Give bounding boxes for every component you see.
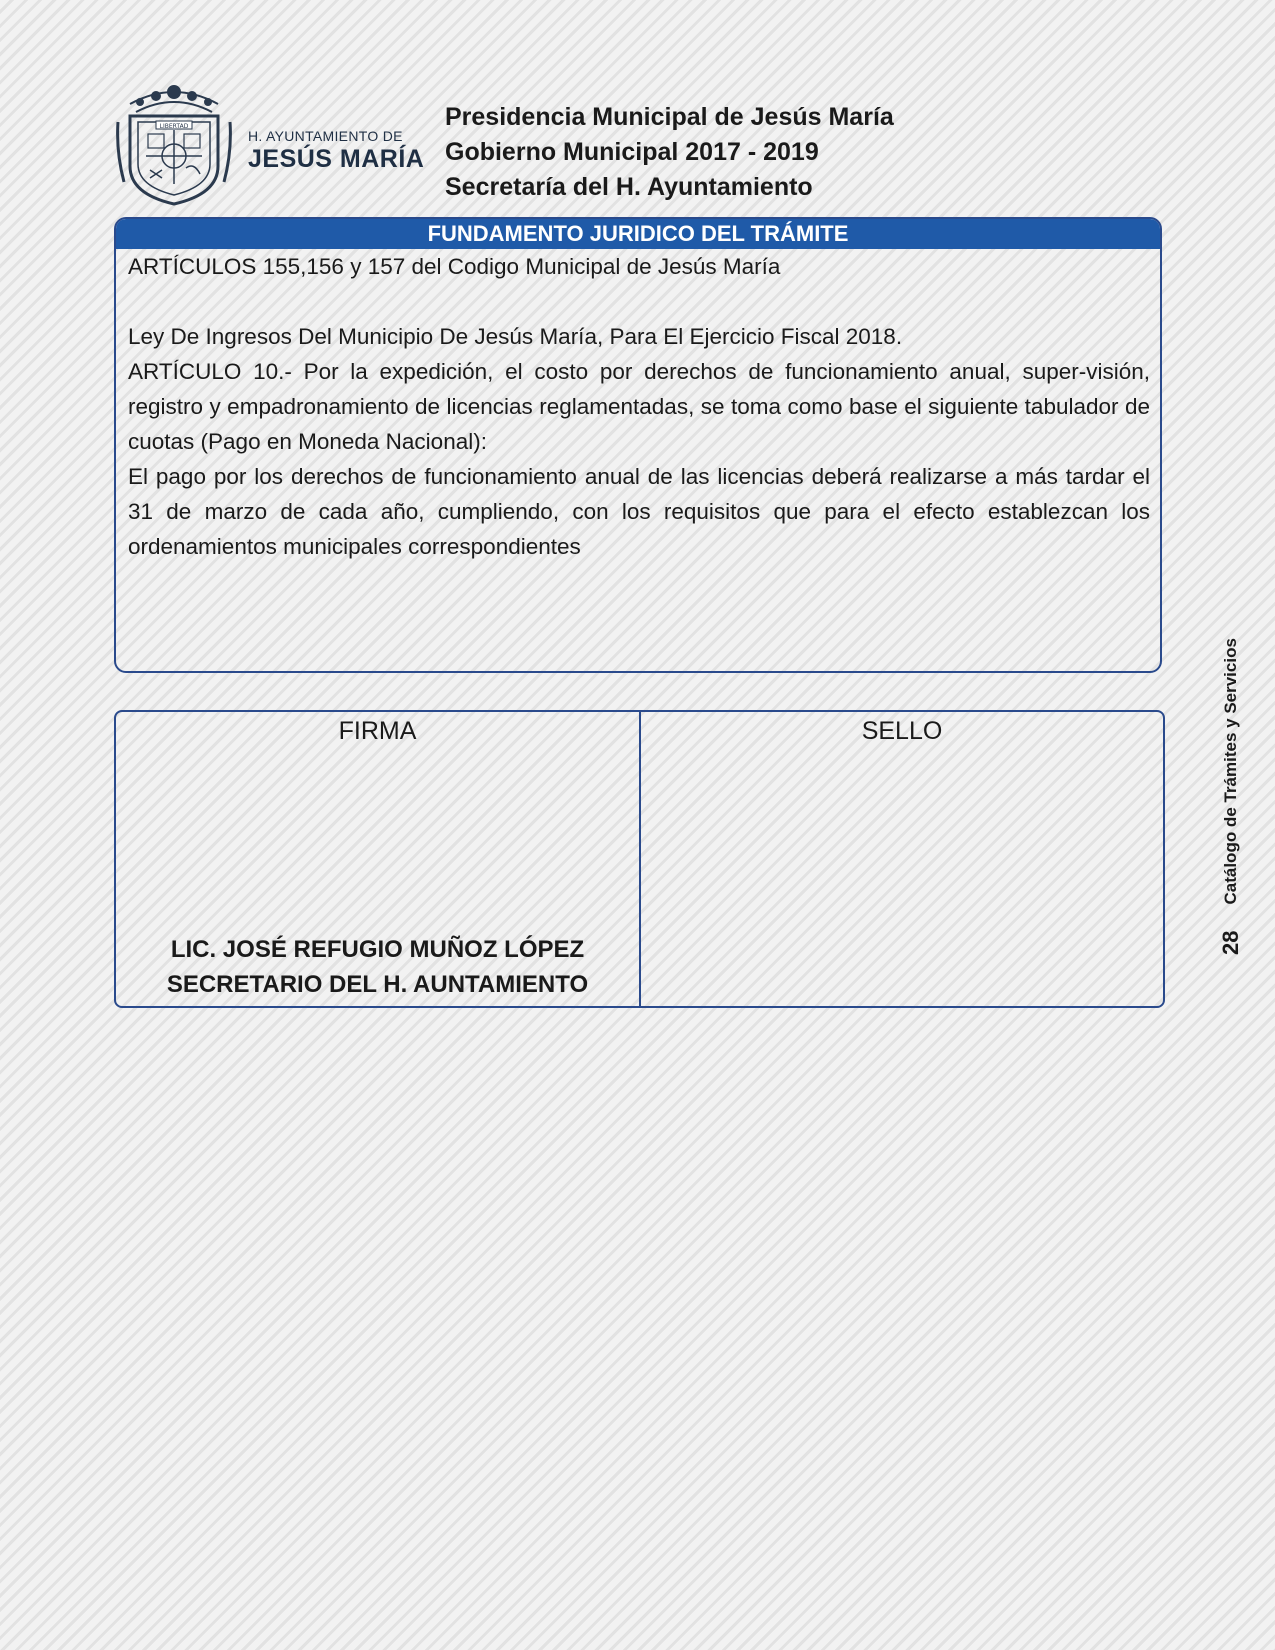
municipal-crest-logo [116,82,232,206]
panel-body [116,249,1160,564]
signer-name: LIC. JOSÉ REFUGIO MUÑOZ LÓPEZ [170,936,585,963]
vertical-footer [1218,638,1244,955]
articulos-paragraph: ARTÍCULOS 155,156 y 157 del Codigo Municipal de Jesús María [128,254,781,279]
signer-role: SECRETARIO DEL H. AUNTAMIENTO [166,971,589,998]
firma-label: FIRMA [338,717,417,745]
page-number: 28 [1218,930,1243,955]
logo-wordmark [248,128,424,173]
fundamento-juridico-panel [114,217,1162,673]
logo-line-2: JESÚS MARÍA [248,145,425,173]
header-line-presidencia: Presidencia Municipal de Jesús María [445,103,894,131]
sello-cell [641,712,1163,1006]
signature-table [114,710,1165,1008]
header-line-gobierno: Gobierno Municipal 2017 - 2019 [445,138,819,166]
crest-motto-text: LIBERTAD [159,123,189,130]
pago-paragraph: El pago por los derechos de funcionamiento anual de las licencias deberá realizarse a más tardar el 31 de marzo de cada año, cumpliendo, con los requisitos que para el efecto establezcan los ordenamientos municipales correspondientes [128,464,1150,559]
signer-block [116,932,639,1002]
sello-label: SELLO [861,717,943,745]
header-line-secretaria: Secretaría del H. Ayuntamiento [445,173,813,201]
crest-emblem-icon [116,82,232,206]
document-header [445,100,894,205]
logo-line-1: H. AYUNTAMIENTO DE [248,128,403,144]
panel-title: FUNDAMENTO JURIDICO DEL TRÁMITE [116,219,1160,249]
firma-cell [116,712,641,1006]
catalog-title: Catálogo de Trámites y Servicios [1221,638,1240,905]
ley-ingresos-paragraph: Ley De Ingresos Del Municipio De Jesús María, Para El Ejercicio Fiscal 2018. [128,324,903,349]
articulo-10-paragraph: ARTÍCULO 10.- Por la expedición, el costo por derechos de funcionamiento anual, super-visión, registro y empadronamiento de licencias reglamentadas, se toma como base el siguiente tabulador de cuotas (Pago en Moneda Nacional): [128,359,1150,454]
